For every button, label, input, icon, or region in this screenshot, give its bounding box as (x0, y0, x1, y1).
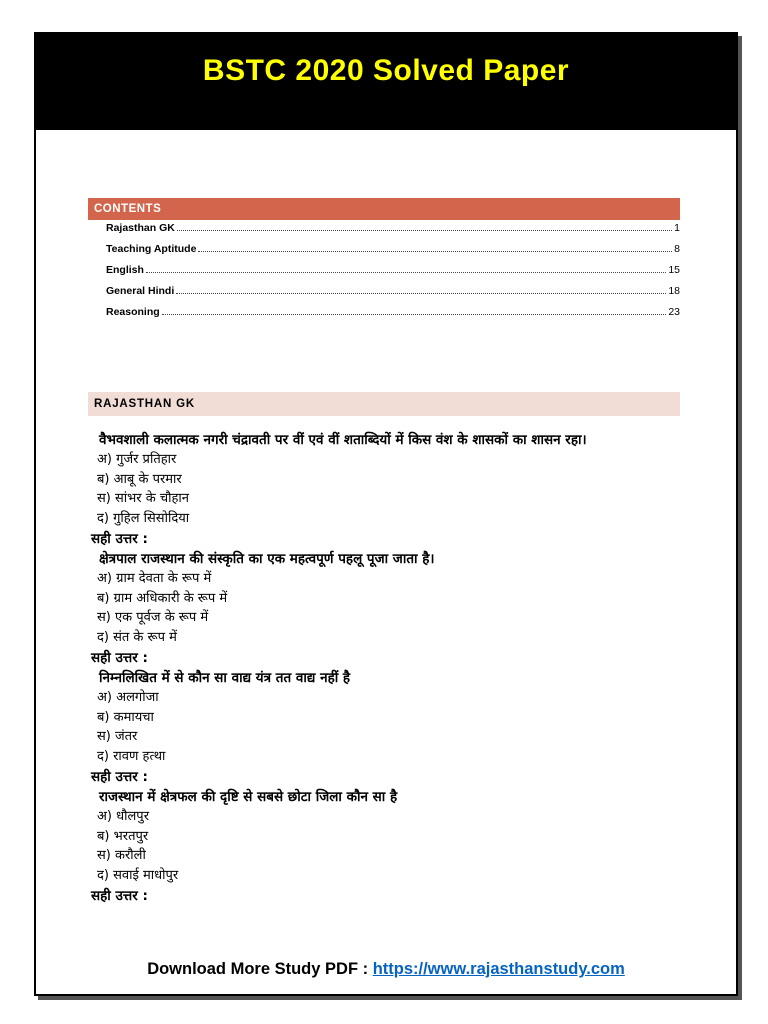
option-text: अ) गुर्जर प्रतिहार (97, 452, 177, 467)
page-frame (34, 32, 738, 996)
toc-entry[interactable] (106, 306, 680, 327)
question-text: वैभवशाली कलात्मक नगरी चंद्रावती पर वीं एवं वीं शताब्दियों में किस वंश के शासकों का शासन रहा। (99, 432, 587, 448)
option-text: अ) ग्राम देवता के रूप में (97, 571, 212, 586)
contents-heading: CONTENTS (88, 198, 680, 220)
question-list (91, 430, 681, 906)
option-text: ब) भरतपुर (97, 828, 149, 844)
toc-entry-label: General Hindi (106, 285, 175, 297)
question-block (91, 430, 681, 549)
toc-leader-dots (162, 314, 667, 315)
table-of-contents (106, 222, 680, 327)
answer-label: सही उत्तर : (91, 531, 148, 547)
option-text: अ) धौलपुर (97, 809, 150, 824)
toc-entry-page: 15 (668, 264, 680, 276)
toc-entry-page: 23 (668, 306, 680, 318)
section-heading: RAJASTHAN GK (88, 392, 680, 416)
toc-entry-label: English (106, 264, 144, 276)
toc-entry-page: 1 (674, 222, 680, 234)
option-text: स) एक पूर्वज के रूप में (97, 610, 209, 625)
toc-entry[interactable] (106, 222, 680, 243)
answer-label: सही उत्तर : (91, 769, 148, 785)
question-text: क्षेत्रपाल राजस्थान की संस्कृति का एक महत्वपूर्ण पहलू पूजा जाता है। (99, 551, 435, 567)
option-text: स) करौली (97, 848, 146, 863)
option-text: ब) ग्राम अधिकारी के रूप में (97, 590, 228, 606)
toc-entry-label: Teaching Aptitude (106, 243, 197, 255)
website-link[interactable]: https://www.rajasthanstudy.com (372, 960, 625, 978)
answer-label: सही उत्तर : (91, 650, 148, 666)
answer-label: सही उत्तर : (91, 888, 148, 904)
toc-entry-page: 8 (674, 243, 680, 255)
title-banner (36, 34, 736, 130)
option-text: अ) अलगोजा (97, 690, 159, 705)
question-block (91, 549, 681, 668)
page-title: BSTC 2020 Solved Paper (202, 54, 570, 87)
option-text: द) संत के रूप में (97, 629, 177, 645)
option-text: ब) कमायचा (97, 709, 154, 725)
footer (36, 960, 736, 979)
option-text: द) सवाई माधोपुर (97, 867, 179, 883)
option-text: द) रावण हत्था (97, 748, 166, 764)
toc-entry[interactable] (106, 264, 680, 285)
footer-text: Download More Study PDF : (147, 960, 373, 978)
toc-entry-label: Reasoning (106, 306, 160, 318)
toc-entry[interactable] (106, 243, 680, 264)
toc-leader-dots (198, 251, 672, 252)
option-text: ब) आबू के परमार (97, 471, 182, 487)
option-text: स) जंतर (97, 729, 138, 744)
question-block (91, 787, 681, 906)
toc-entry-label: Rajasthan GK (106, 222, 175, 234)
option-text: द) गुहिल सिसोदिया (97, 510, 190, 526)
toc-leader-dots (177, 230, 672, 231)
question-text: राजस्थान में क्षेत्रफल की दृष्टि से सबसे छोटा जिला कौन सा है (99, 789, 398, 805)
question-block (91, 668, 681, 787)
toc-leader-dots (176, 293, 666, 294)
option-text: स) सांभर के चौहान (97, 491, 189, 506)
toc-entry-page: 18 (668, 285, 680, 297)
toc-leader-dots (146, 272, 666, 273)
toc-entry[interactable] (106, 285, 680, 306)
question-text: निम्नलिखित में से कौन सा वाद्य यंत्र तत वाद्य नहीं है (99, 670, 351, 686)
